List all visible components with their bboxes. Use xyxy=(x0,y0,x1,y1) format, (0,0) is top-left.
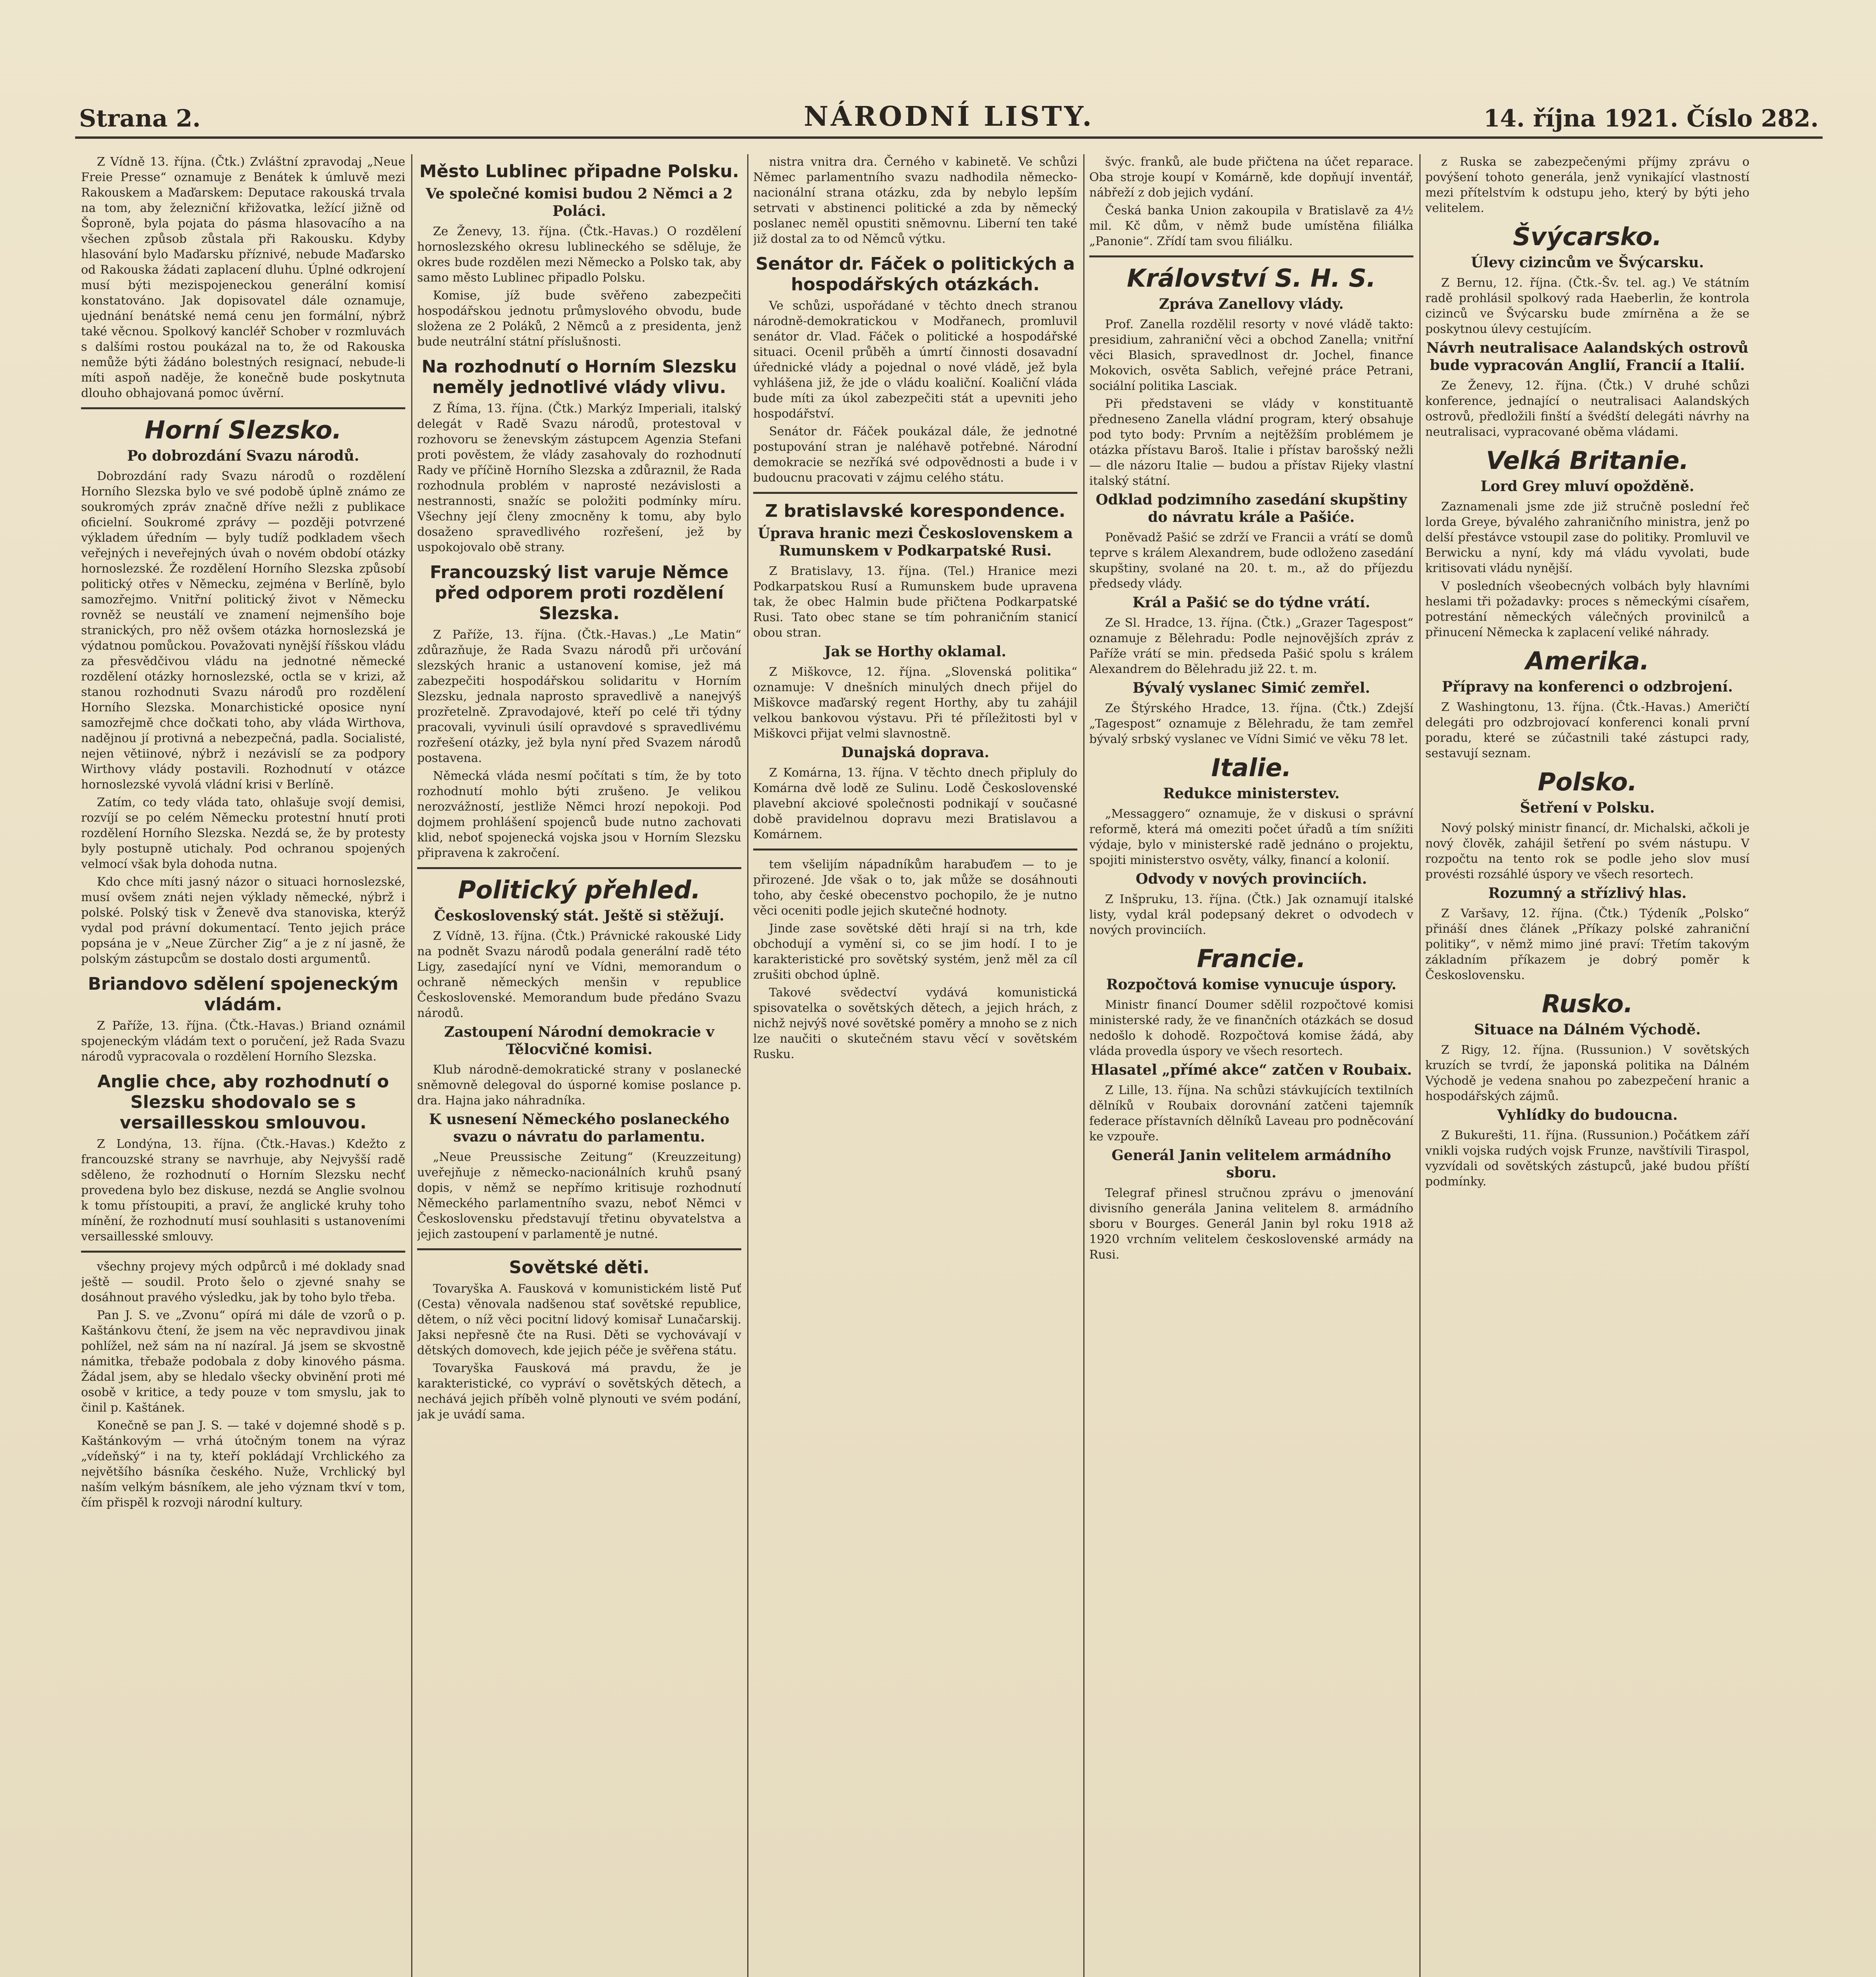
article-paragraph: Ministr financí Doumer sdělil rozpočtové komisi ministerské rady, že ve finančních otázkách se dosud nedošlo k dohodě. Rozpočtová komise žádá, aby vláda provedla úspory ve všech resortech. xyxy=(1089,998,1413,1058)
article-subheading: Král a Pašić se do týdne vrátí. xyxy=(1132,594,1370,611)
section-heading: Švýcarsko. xyxy=(1513,222,1662,251)
article-paragraph: Z Paříže, 13. října. (Čtk.-Havas.) Briand oznámil spojeneckým vládám text o poručení, jež Rada Svazu národů vypracovala o rozdělení Horního Slezska. xyxy=(81,1019,405,1064)
article-subheading: Jak se Horthy oklamal. xyxy=(824,643,1007,660)
article-paragraph: Tovaryška Fausková má pravdu, že je karakteristické, co vypráví o sovětských dětech, a nechává jejich příběh volně plynouti ve svém podání, jak je uvádí sama. xyxy=(417,1361,741,1421)
article-heading: Město Lublinec připadne Polsku. xyxy=(419,161,739,181)
article-paragraph: Z Londýna, 13. října. (Čtk.-Havas.) Kdežto z francouzské strany se navrhuje, aby Nejvyšší radě sděleno, že rozhodnutí o Horním Slezsku nechť provedena bylo bez diskuse, nezdá se Anglie svolnou k tomu přístoupiti, a praví, že anglické kruhy toho mínění, že rozhodnutí musí souhlasiti s ustanoveními versaillesské smlouvy. xyxy=(81,1137,405,1244)
article-subheading: Po dobrozdání Svazu národů. xyxy=(127,448,359,464)
article-subheading: Rozpočtová komise vynucuje úspory. xyxy=(1106,976,1396,993)
divider xyxy=(753,849,1077,851)
column-rule xyxy=(1083,154,1084,1977)
article-subheading: Úlevy cizincům ve Švýcarsku. xyxy=(1471,254,1704,271)
article-paragraph: Takové svědectví vydává komunistická spisovatelka o sovětských dětech, a jejich hrách, z nichž nejvýš nové sovětské poměry a mnoho se z nich lze naučiti o skutečném stavu věcí v sovětském Rusku. xyxy=(753,986,1077,1061)
section-heading: Amerika. xyxy=(1525,646,1649,675)
divider xyxy=(417,1248,741,1250)
article-paragraph: „Messaggero“ oznamuje, že v diskusi o správní reformě, která má omeziti počet úřadů a tím snížiti výdaje, bylo v ministerské radě jednáno o projektu, spojiti ministerstvo osvěty, války, financí a kolonií. xyxy=(1089,807,1413,867)
article-paragraph: Kdo chce míti jasný názor o situaci hornoslezské, musí ovšem znáti nejen výklady německé, nýbrž i polské. Polský tisk v Ženevě dva stanoviska, kterýž vydal pod právní dokumentací. Tento jejich práce popsána je v „Neue Zürcher Zig“ a je z ní jasně, že polským zástupcům se dostalo dosti argumentů. xyxy=(81,875,405,966)
article-subheading: Československý stát. Ještě si stěžují. xyxy=(434,907,724,924)
section-heading: Velká Britanie. xyxy=(1486,446,1689,475)
issue-date: 14. října 1921. Číslo 282. xyxy=(1483,105,1819,132)
article-paragraph: „Neue Preussische Zeitung“ (Kreuzzeitung) uveřejňuje z německo-nacionálních kruhů psaný dopis, v němž se nepřímo kritisuje rozhodnutí Německého parlamentního svazu, neboť Němci v Československu představují třetinu obyvatelstva a jejich zastoupení v parlamentě je nutné. xyxy=(417,1150,741,1241)
article-paragraph: Z Vídně 13. října. (Čtk.) Zvláštní zpravodaj „Neue Freie Presse“ oznamuje z Benátek k úmluvě mezi Rakouskem a Maďarskem: Deputace rakouská trvala na tom, aby železniční křižovatka, ležící jižně od Šoproně, byla pojata do pásma hlasovacího a na všechen způsob zůstala při Rakousku. Kdyby hlasování bylo Maďarsku příznivé, nebude Maďarsko od Rakouska žádati zaplacení dluhu. Úplné odkrojení musí býti mezispojeneckou generální komisí konstatováno. Jak dopisovatel dále oznamuje, ujednání benátské nemá cenu jen formální, nýbrž také věcnou. Spolkový kancléř Schober v rozmluvách s dalšími rostou poukázal na to, že od Rakouska nemůže býti žádáno bolestných resignací, nebude-li míti aspoň naděje, že konečně bude poskytnuta dlouho obhajovaná pomoc úvěrní. xyxy=(81,155,405,400)
article-heading: Francouzský list varuje Němce před odporem proti rozdělení Slezska. xyxy=(430,562,729,624)
article-subheading: Vyhlídky do budoucna. xyxy=(1497,1107,1678,1123)
article-paragraph: nistra vnitra dra. Černého v kabinetě. Ve schůzi Němec parlamentního svazu nadhodila německo-nacionální strana otázku, zda by nebylo lepším setrvati v abstinenci politické a zda by německý poslanec neměl opustiti sněmovnu. Liberní ten také již dostal za to od Němců výtku. xyxy=(753,155,1077,246)
article-paragraph: V posledních všeobecných volbách byly hlavními heslami tři požadavky: proces s německými císařem, potrestání německých válečných provinilců a přinucení Německa k zaplacení veliké náhrady. xyxy=(1425,579,1749,639)
article-heading: Anglie chce, aby rozhodnutí o Slezsku shodovalo se s versaillesskou smlouvou. xyxy=(97,1072,389,1133)
article-paragraph: Německá vláda nesmí počítati s tím, že by toto rozhodnutí mohlo býti zrušeno. Je velikou nerozvážností, jestliže Němci hrozí nepokoji. Pod dojmem prohlášení spojenců bude nutno zachovati klid, neboť spojenecká vojska jsou v Horním Slezsku připravena k zakročení. xyxy=(417,769,741,860)
article-paragraph: Poněvadž Pašić se zdrží ve Francii a vrátí se domů teprve s králem Alexandrem, bude odloženo zasedání skupštiny, svolané na 20. t. m., až do příjezdu předsedy vlády. xyxy=(1089,531,1413,591)
article-paragraph: Komise, jíž bude svěřeno zabezpečiti hospodářskou jednotu průmyslového obvodu, bude složena ze 2 Poláků, 2 Němců a z presidenta, jenž bude neutrální státní příslušnosti. xyxy=(417,289,741,349)
article-subheading: Dunajská doprava. xyxy=(841,744,990,761)
article-paragraph: tem všelijím nápadníkům harabuďem — to je přirozené. Jde však o to, jak může se dosáhnouti toho, aby české obecenstvo pochopilo, že je nutno věci oceniti podle jejich skutečné hodnoty. xyxy=(753,858,1077,918)
divider xyxy=(753,492,1077,494)
article-paragraph: Z Miškovce, 12. října. „Slovenská politika“ oznamuje: V dnešních minulých dnech přijel do Miškovce maďarský regent Horthy, aby tu zahájil velkou bankovou výstavu. Při té příležitosti byl v Miškovci přijat velmi slavnostně. xyxy=(753,665,1077,741)
article-paragraph: Tovaryška A. Fausková v komunistickém listě Puť (Cesta) věnovala nadšenou stať sovětské republice, dětem, o níž věci pocitní lidový komisař Lunačarskij. Jaksi nepřesně čte na Rusi. Děti se vychovávají v dětských domovech, kde jejich péče je svěřena státu. xyxy=(417,1282,741,1357)
article-subheading: Přípravy na konferenci o odzbrojení. xyxy=(1442,679,1733,695)
article-paragraph: Z Paříže, 13. října. (Čtk.-Havas.) „Le Matin“ zdůrazňuje, že Rada Svazu národů při určování slezských hranic a ustanovení komise, jež má zabezpečiti hospodářskou solidaritu v Horním Slezsku, jednala naprosto spravedlivě a nanejvýš prozřetelně. Zpravodajové, kteří po celé tři týdny pracovali, vyvinuli úsilí opravdové s spravedlivému rozřešení otázky, jež byla nyní před Svazem národů postavena. xyxy=(417,628,741,765)
article-paragraph: Ze Štýrského Hradce, 13. října. (Čtk.) Zdejší „Tagespost“ oznamuje z Bělehradu, že tam zemřel bývalý srbský vyslanec ve Vídni Simić ve věku 78 let. xyxy=(1089,701,1413,746)
section-heading: Francie. xyxy=(1197,944,1306,973)
section-heading: Rusko. xyxy=(1542,989,1633,1018)
article-paragraph: Ze Ženevy, 13. října. (Čtk.-Havas.) O rozdělení hornoslezského okresu lublineckého se sděluje, že okres bude rozdělen mezi Německo a Polsko tak, aby samo město Lublinec připadlo Polsku. xyxy=(417,225,741,285)
article-paragraph: Telegraf přinesl stručnou zprávu o jmenování divisního generála Janina velitelem 8. armádního sboru v Bourges. Generál Janin byl roku 1918 až 1920 vrchním velitelem československé armády na Rusi. xyxy=(1089,1186,1413,1262)
article-paragraph: Z Rigy, 12. října. (Russunion.) V sovětských kruzích se tvrdí, že japonská politika na Dálném Východě je vedena snahou po zabezpečení hranic a hospodářských zájmů. xyxy=(1425,1043,1749,1103)
article-subheading: Hlasatel „přímé akce“ zatčen v Roubaix. xyxy=(1090,1062,1412,1078)
article-subheading: Šetření v Polsku. xyxy=(1520,799,1655,816)
article-paragraph: švýc. franků, ale bude přičtena na účet reparace. Oba stroje koupí v Komárně, kde dopňují inventář, nábřeží z dob jejich vydání. xyxy=(1089,155,1413,200)
article-paragraph: z Ruska se zabezpečenými příjmy zprávu o povýšení tohoto generála, jenž vynikající vlastností mezi přítelstvím k odstupu jeho, který by býti jeho velitelem. xyxy=(1425,155,1749,215)
article-subheading: Úprava hranic mezi Československem a Rumunskem v Podkarpatské Rusi. xyxy=(758,525,1073,559)
article-subheading: Zpráva Zanellovy vlády. xyxy=(1159,296,1344,312)
article-subheading: Odvody v nových provinciích. xyxy=(1135,871,1367,887)
article-subheading: Návrh neutralisace Aalandských ostrovů bude vypracován Anglií, Francií a Italií. xyxy=(1426,340,1749,374)
column-5 xyxy=(1425,154,1749,1977)
column-3 xyxy=(753,154,1077,1977)
section-heading: Království S. H. S. xyxy=(1127,264,1376,293)
article-paragraph: Z Bratislavy, 13. října. (Tel.) Hranice mezi Podkarpatskou Rusí a Rumunskem bude upravena tak, že obec Halmin bude přičtena Podkarpatské Rusi. Tato obec stane se tím pohraničním stanicí obou stran. xyxy=(753,564,1077,640)
article-paragraph: Ze Sl. Hradce, 13. října. (Čtk.) „Grazer Tagespost“ oznamuje z Bělehradu: Podle nejnovějších zpráv z Paříže vrátí se min. předseda Pašić spolu s králem Alexandrem do Bělehradu již 22. t. m. xyxy=(1089,616,1413,676)
issue-number: Číslo 282. xyxy=(1686,105,1819,132)
section-heading: Italie. xyxy=(1211,753,1292,782)
page-header xyxy=(75,101,1823,139)
section-heading: Horní Slezsko. xyxy=(144,416,342,444)
article-paragraph: Dobrozdání rady Svazu národů o rozdělení Horního Slezska bylo ve své podobě úplně známo ze soukromých zpráv značně dříve nežli z publikace oficielní. Soukromé zprávy — později potvrzené výkladem úředním — byly tudíž podkladem všech veřejných i neveřejných úvah o novém období otázky hornoslezské. Že rozdělení Horního Slezska způsobí politický otřes v Německu, zejména v Berlíně, bylo samozřejmo. Vnitřní politický život v Německu rovněž se neustálí ve znamení nejmenšího boje stranických, pro něž ovšem otázka hornoslezská je výdatnou pomůckou. Považovati nynější říšskou vládu za přesvědčivou vládu na jednotné německé rozdělení otázky hornoslezské, octla se v krizi, až stanou rozhodnuti Svazu národů pro rozdělení Horního Slezska. Monarchistické oposice nyní samozřejmě chce dočkati toho, aby vláda Wirthova, nadějnou jí protivná a nebezpečná, padla. Socialisté, nejen větiinové, nýbrž i nezávislí se za podpory Wirthovy vlády postavili. Rozhodnutí v otázce hornoslezské vyvolá vládní krisi v Berlíně. xyxy=(81,469,405,792)
masthead-title: NÁRODNÍ LISTY. xyxy=(803,101,1094,132)
article-paragraph: Zatím, co tedy vláda tato, ohlašuje svojí demisi, rozvíjí se po celém Německu protestní hnutí proti rozdělení Horního Slezska. Nezdá se, že by protesty byly postupně utichaly. Pod ochranou spojených velmocí však byla dohoda nutna. xyxy=(81,796,405,871)
article-paragraph: Zaznamenali jsme zde již stručně poslední řeč lorda Greye, bývalého zahraničního ministra, jenž po delší přestávce vstoupil zase do politiky. Promluvil ve Berwicku a nyní, kdy má vládu vyvolati, bude kritisovati vládu nynější. xyxy=(1425,500,1749,575)
article-paragraph: Z Varšavy, 12. října. (Čtk.) Týdeník „Polsko“ přináší dnes článek „Příkazy polské zahraniční politiky“, v němž mimo jiné praví: Třetím takovým základním příkazem je dobrý poměr k Československu. xyxy=(1425,907,1749,982)
article-paragraph: Nový polský ministr financí, dr. Michalski, ačkoli je nový člověk, zahájil šetření po svém nástupu. V rozpočtu na tento rok se podle jeho slov musí provésti rozsáhlé úspory ve všech resortech. xyxy=(1425,821,1749,881)
article-paragraph: Z Komárna, 13. října. V těchto dnech připluly do Komárna dvě lodě ze Sulinu. Lodě Československé plavební akciové společnosti podnikají v současné době pravidelnou dopravu mezi Bratislavou a Komárnem. xyxy=(753,766,1077,841)
article-subheading: Situace na Dálném Východě. xyxy=(1474,1021,1701,1038)
column-4 xyxy=(1089,154,1413,1977)
article-subheading: Redukce ministerstev. xyxy=(1163,785,1340,802)
article-paragraph: Z Washingtonu, 13. října. (Čtk.-Havas.) Američtí delegáti pro odzbrojovací konferenci konali první poradu, které se zúčastnili také zástupci rady, sestavují seznam. xyxy=(1425,700,1749,760)
article-paragraph: Ze Ženevy, 12. října. (Čtk.) V druhé schůzi konference, jednající o neutralisaci Aalandských ostrovů, předložili finští a švédští delegáti návrhy na neutralisaci, vypracované oběma vládami. xyxy=(1425,379,1749,439)
divider xyxy=(1089,255,1413,257)
article-paragraph: Ve schůzi, uspořádané v těchto dnech stranou národně-demokratickou v Modřanech, promluvil senátor dr. Vlad. Fáček o politické a hospodářské situaci. Ocenil průběh a úmrtí činnosti dosavadní úřednické vlády a pojednal o nové vládě, jež byla vyhlášena již, že jde o vládu koaliční. Koaliční vláda bude míti za úkol zabezpečiti stát a upevniti jeho hospodářství. xyxy=(753,299,1077,421)
article-heading: Briandovo sdělení spojeneckým vládám. xyxy=(88,974,399,1015)
article-paragraph: Klub národně-demokratické strany v poslanecké sněmovně delegoval do úsporné komise poslance p. dra. Hajna jako náhradníka. xyxy=(417,1063,741,1108)
divider xyxy=(417,867,741,869)
article-paragraph: Z Bernu, 12. října. (Čtk.-Šv. tel. ag.) Ve státním radě prohlásil spolkový rada Haeberlin, že kontrola cizinců ve Švýcarsku bude zmírněna a že se poskytnou úlevy cestujícím. xyxy=(1425,276,1749,336)
article-subheading: Generál Janin velitelem armádního sboru. xyxy=(1111,1147,1391,1181)
article-subheading: Zastoupení Národní demokracie v Tělocvičné komisi. xyxy=(444,1024,714,1058)
article-paragraph: Konečně se pan J. S. — také v dojemné shodě s p. Kaštánkovým — vrhá útočným tonem na výraz „vídeňský“ i na ty, kteří pokládají Vrchlického za největšího básníka českého. Nuže, Vrchlický byl naším velkým básníkem, ale jeho význam tkví v tom, čím přispěl k rozvoji národní kultury. xyxy=(81,1419,405,1510)
divider xyxy=(81,1251,405,1253)
article-paragraph: Jinde zase sovětské děti hrají si na trh, kde obchodují a vymění si, co se jim hodí. I to je karakteristické pro sovětský systém, jenž měl za cíl zrušiti obchod úplně. xyxy=(753,922,1077,982)
section-heading: Polsko. xyxy=(1538,767,1637,796)
column-rule xyxy=(411,154,412,1977)
article-subheading: Lord Grey mluví opožděně. xyxy=(1480,478,1695,495)
article-paragraph: Z Lille, 13. října. Na schůzi stávkujících textilních dělníků v Roubaix dorovnání zatčeni tajemník federace přístavních dělníků Laveau pro podněcování ke vzpouře. xyxy=(1089,1083,1413,1143)
article-subheading: K usnesení Německého poslaneckého svazu o návratu do parlamentu. xyxy=(429,1111,729,1145)
article-heading: Na rozhodnutí o Horním Slezsku neměly jednotlivé vlády vlivu. xyxy=(421,357,737,397)
article-paragraph: Z Bukurešti, 11. října. (Russunion.) Počátkem září vnikli vojska rudých vojsk Frunze, navštívili Tiraspol, vyzvídali od sovětských zástupců, jaké budou příští podmínky. xyxy=(1425,1128,1749,1189)
column-rule xyxy=(1419,154,1421,1977)
column-2 xyxy=(417,154,741,1977)
section-heading: Politický přehled. xyxy=(458,875,701,904)
article-paragraph: Prof. Zanella rozdělil resorty v nové vládě takto: presidium, zahraniční věci a obchod Zanella; vnitřní věci Blasich, spravedlnost dr. Jochel, finance Mokovich, osvěta Sablich, veřejné práce Petrani, sociální politika Lasciak. xyxy=(1089,318,1413,393)
article-paragraph: Česká banka Union zakoupila v Bratislavě za 4½ mil. Kč dům, v němž bude umístěna filiálka „Panonie“. Zřídí tam svou filiálku. xyxy=(1089,204,1413,248)
article-subheading: Ve společné komisi budou 2 Němci a 2 Poláci. xyxy=(425,185,733,219)
article-heading: Senátor dr. Fáček o politických a hospodářských otázkách. xyxy=(756,254,1075,295)
article-paragraph: Z Vídně, 13. října. (Čtk.) Právnické rakouské Lidy na podnět Svazu národů podala generální radě této Ligy, zasedající nyní ve Vídni, memorandum o ochraně německých menšin v republice Československé. Memorandum bude předáno Svazu národů. xyxy=(417,929,741,1020)
article-paragraph: Senátor dr. Fáček poukázal dále, že jednotné postupování stran je naléhavě potřebné. Národní demokracie se nezříká své odpovědnosti a bude i v budoucnu pracovati v zájmu celého státu. xyxy=(753,425,1077,485)
article-subheading: Bývalý vyslanec Simić zemřel. xyxy=(1132,680,1370,696)
article-heading: Z bratislavské korespondence. xyxy=(765,501,1066,521)
column-rule xyxy=(747,154,748,1977)
page-number: Strana 2. xyxy=(79,105,201,132)
article-subheading: Rozumný a střízlivý hlas. xyxy=(1488,885,1687,902)
article-subheading: Odklad podzimního zasedání skupštiny do návratu krále a Pašiće. xyxy=(1096,491,1407,525)
article-heading: Sovětské děti. xyxy=(509,1257,650,1278)
article-paragraph: Z Inšpruku, 13. října. (Čtk.) Jak oznamují italské listy, vydal král podepsaný dekret o odvodech v nových provinciích. xyxy=(1089,892,1413,937)
article-paragraph: Pan J. S. ve „Zvonu“ opírá mi dále de vzorů o p. Kaštánkovu čtení, že jsem na věc nepravdivou jinak pohlížel, než sám na ní nazíral. Já jsem se skvostně námitka, třebaže podobala z doby kinového pásma. Žádal jsem, aby se hledalo všecky obvinění proti mé osobě v kritice, a tedy pouze v tom smyslu, jak to činil p. Kaštánek. xyxy=(81,1308,405,1415)
article-paragraph: Při představeni se vlády v konstituantě předneseno Zanella vládní program, který obsahuje pod tyto body: Prvním a nejtěžším problémem je otázka přístavu Baroš. Italie i přístav barošský nežli — dle názoru Italie — budou a přístav Rijeky vlastní italský státní. xyxy=(1089,397,1413,488)
divider xyxy=(81,407,405,409)
article-paragraph: Z Říma, 13. října. (Čtk.) Markýz Imperiali, italský delegát v Radě Svazu národů, protestoval v rozhovoru se ženevským zástupcem Agenzia Stefani proti pověstem, že vlády zasahovaly do rozhodnutí Rady ve příčině Horního Slezska a zdůraznil, že Rada rozhodnula problém v naprosté nezávislosti a nestrannosti, snažíc se položiti podmínky míru. Všechny její členy zmocněny k tomu, aby bylo dosaženo spravedlivého rozřešení, jež by uspokojovalo obě strany. xyxy=(417,402,741,554)
article-paragraph: všechny projevy mých odpůrců i mé doklady snad ještě — soudil. Proto šelo o zjevné snahy se dosáhnout pravého výsledku, jak by toho bylo třeba. xyxy=(81,1260,405,1304)
column-1 xyxy=(81,154,405,1977)
